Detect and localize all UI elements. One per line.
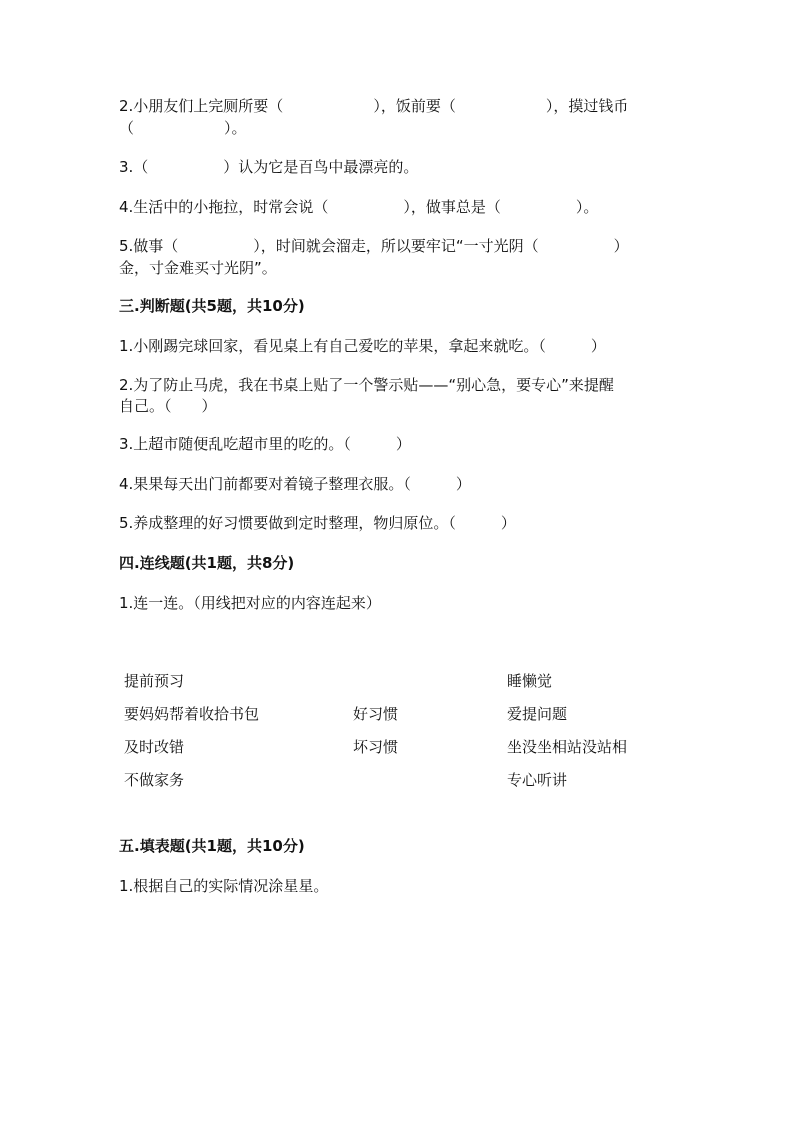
- match-left-item-4: 不做家务: [124, 771, 185, 789]
- match-middle-item-1: 好习惯: [353, 705, 399, 723]
- match-middle-item-2: 坏习惯: [353, 738, 399, 756]
- match-left-item-1: 提前预习: [124, 672, 185, 690]
- fill-q2-line1: 2.小朋友们上完厕所要（ ），饭前要（ ），摸过钱币: [119, 97, 629, 115]
- judge-item-2-line1: 2.为了防止马虎，我在书桌上贴了一个警示贴——“别心急，要专心”来提醒: [119, 376, 614, 394]
- fill-q5-line2: 金，寸金难买寸光阴”。: [119, 259, 277, 277]
- fill-q5-line1: 5.做事（ ），时间就会溜走，所以要牢记“一寸光阴（ ）: [119, 237, 629, 255]
- judge-item-3: 3.上超市随便乱吃超市里的吃的。（ ）: [119, 435, 411, 453]
- match-left-item-3: 及时改错: [124, 738, 185, 756]
- match-right-item-1: 睡懒觉: [507, 672, 553, 690]
- match-section-title: 四.连线题(共1题，共8分): [119, 554, 295, 572]
- table-question: 1.根据自己的实际情况涂星星。: [119, 877, 329, 895]
- match-left-item-2: 要妈妈帮着收拾书包: [124, 705, 260, 723]
- match-question: 1.连一连。（用线把对应的内容连起来）: [119, 594, 381, 612]
- match-right-item-2: 爱提问题: [507, 705, 568, 723]
- judge-item-2-line2: 自己。（ ）: [119, 397, 217, 415]
- judge-section-title: 三.判断题(共5题，共10分): [119, 297, 305, 315]
- table-section-title: 五.填表题(共1题，共10分): [119, 837, 305, 855]
- match-right-item-4: 专心听讲: [507, 771, 568, 789]
- fill-q4: 4.生活中的小拖拉，时常会说（ ），做事总是（ ）。: [119, 198, 599, 216]
- judge-item-4: 4.果果每天出门前都要对着镜子整理衣服。（ ）: [119, 475, 471, 493]
- judge-item-5: 5.养成整理的好习惯要做到定时整理，物归原位。（ ）: [119, 514, 516, 532]
- fill-q2-line2: （ ）。: [119, 119, 247, 137]
- judge-item-1: 1.小刚踢完球回家，看见桌上有自己爱吃的苹果，拿起来就吃。（ ）: [119, 337, 606, 355]
- fill-q3: 3.（ ）认为它是百鸟中最漂亮的。: [119, 158, 419, 176]
- match-right-item-3: 坐没坐相站没站相: [507, 738, 628, 756]
